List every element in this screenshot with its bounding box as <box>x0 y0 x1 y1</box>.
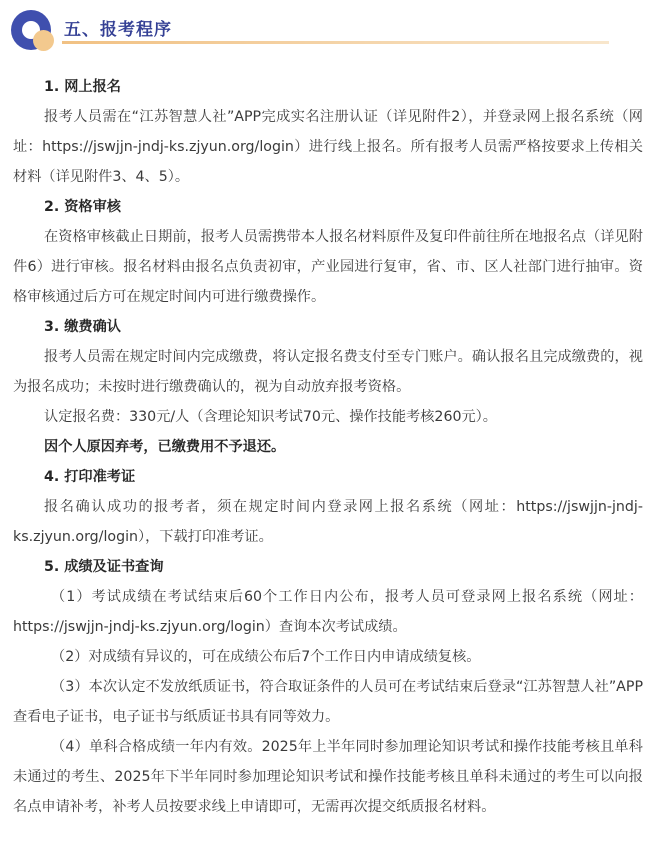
step-2-paragraph: 在资格审核截止日期前，报考人员需携带本人报名材料原件及复印件前往所在地报名点（详见附件6）进行审核。报名材料由报名点负责初审，产业园进行复审，省、市、区人社部门进行抽审。资格审核通过后方可在规定时间内可进行缴费操作。 <box>13 229 643 305</box>
section-header <box>0 0 655 60</box>
step-1-heading: 1. 网上报名 <box>44 79 121 95</box>
step-3-fee-line: 认定报名费：330元/人（含理论知识考试70元、操作技能考核260元）。 <box>44 409 497 425</box>
step-3-paragraph-1: 报考人员需在规定时间内完成缴费，将认定报名费支付至专门账户。确认报名且完成缴费的，视为报名成功；未按时进行缴费确认的，视为自动放弃报考资格。 <box>13 349 643 395</box>
step-5-item-4: （4）单科合格成绩一年内有效。2025年上半年同时参加理论知识考试和操作技能考核且单科未通过的考生、2025年下半年同时参加理论知识考试和操作技能考核且单科未通过的考生可以向报名点申请补考，补考人员按要求线上申请即可，无需再次提交纸质报名材料。 <box>13 739 643 815</box>
step-4-heading: 4. 打印准考证 <box>44 469 136 485</box>
section-title: 五、报考程序 <box>64 20 172 40</box>
step-3-heading: 3. 缴费确认 <box>44 319 121 335</box>
step-5-heading: 5. 成绩及证书查询 <box>44 559 164 575</box>
step-5-item-1: （1）考试成绩在考试结束后60个工作日内公布，报考人员可登录网上报名系统（网址：https://jswjjn-jndj-ks.zjyun.org/login）查询本次考试成绩。 <box>13 589 643 635</box>
step-5-item-2: （2）对成绩有异议的，可在成绩公布后7个工作日内申请成绩复核。 <box>51 649 481 665</box>
step-4-paragraph: 报名确认成功的报考者，须在规定时间内登录网上报名系统（网址：https://jswjjn-jndj-ks.zjyun.org/login），下载打印准考证。 <box>13 499 643 545</box>
section-logo-icon <box>11 10 57 56</box>
step-5-item-3: （3）本次认定不发放纸质证书，符合取证条件的人员可在考试结束后登录“江苏智慧人社”APP查看电子证书，电子证书与纸质证书具有同等效力。 <box>13 679 643 725</box>
step-1-paragraph: 报考人员需在“江苏智慧人社”APP完成实名注册认证（详见附件2），并登录网上报名系统（网址：https://jswjjn-jndj-ks.zjyun.org/login）进行线上报名。所有报考人员需严格按要求上传相关材料（详见附件3、4、5）。 <box>13 109 643 185</box>
logo-dot <box>33 30 54 51</box>
step-2-heading: 2. 资格审核 <box>44 199 121 215</box>
step-3-refund-note: 因个人原因弃考，已缴费用不予退还。 <box>44 439 286 455</box>
procedure-content <box>13 72 643 822</box>
title-underline <box>62 41 609 44</box>
